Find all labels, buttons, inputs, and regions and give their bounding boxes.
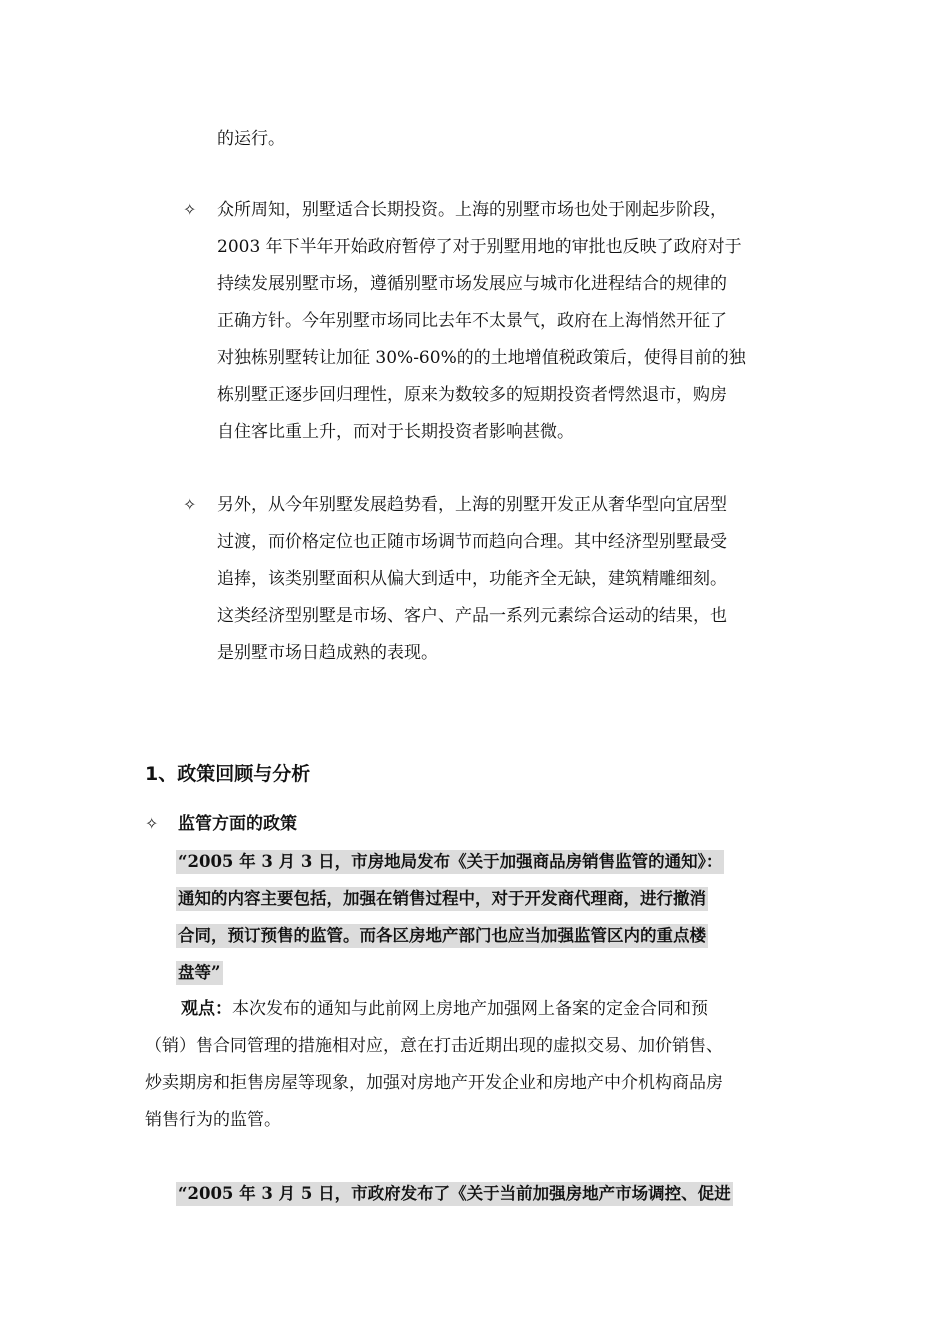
bullet-paragraph-line: 自住客比重上升，而对于长期投资者影响甚微。 — [217, 422, 574, 442]
viewpoint-line — [181, 998, 708, 1020]
bullet-paragraph-line: 对独栋别墅转让加征 30%-60%的的土地增值税政策后，使得目前的独 — [217, 348, 746, 368]
viewpoint-text: 本次发布的通知与此前网上房地产加强网上备案的定金合同和预 — [232, 999, 708, 1019]
bullet-paragraph-line: 过渡，而价格定位也正随市场调节而趋向合理。其中经济型别墅最受 — [217, 532, 727, 552]
highlighted-quote-line: 盘等” — [176, 961, 223, 985]
bullet-paragraph-line: 正确方针。今年别墅市场同比去年不太景气，政府在上海悄然开征了 — [217, 311, 727, 331]
paragraph-line: 的运行。 — [217, 129, 285, 149]
viewpoint-label: 观点： — [181, 999, 232, 1019]
highlighted-quote-line: “2005 年 3 月 3 日，市房地局发布《关于加强商品房销售监管的通知》： — [176, 850, 724, 874]
bullet-paragraph-line: 持续发展别墅市场，遵循别墅市场发展应与城市化进程结合的规律的 — [217, 274, 727, 294]
highlighted-quote-line: 通知的内容主要包括，加强在销售过程中，对于开发商代理商，进行撤消 — [176, 887, 708, 911]
bullet-paragraph-line: 追捧，该类别墅面积从偏大到适中，功能齐全无缺，建筑精雕细刻。 — [217, 569, 727, 589]
diamond-bullet-icon: ✧ — [183, 495, 197, 514]
viewpoint-line: （销）售合同管理的措施相对应，意在打击近期出现的虚拟交易、加价销售、 — [145, 1036, 723, 1056]
highlighted-quote-line: “2005 年 3 月 5 日，市政府发布了《关于当前加强房地产市场调控、促进 — [176, 1182, 733, 1206]
bullet-paragraph-line: 是别墅市场日趋成熟的表现。 — [217, 643, 438, 663]
bullet-paragraph-line: 栋别墅正逐步回归理性，原来为数较多的短期投资者愕然退市，购房 — [217, 385, 727, 405]
bullet-paragraph-line: 众所周知，别墅适合长期投资。上海的别墅市场也处于刚起步阶段， — [217, 200, 727, 220]
diamond-bullet-icon: ✧ — [145, 814, 159, 833]
subsection-heading: 监管方面的政策 — [178, 814, 297, 834]
bullet-paragraph-line: 另外，从今年别墅发展趋势看，上海的别墅开发正从奢华型向宜居型 — [217, 495, 727, 515]
diamond-bullet-icon: ✧ — [183, 200, 197, 219]
section-heading: 1、政策回顾与分析 — [145, 763, 311, 785]
viewpoint-line: 销售行为的监管。 — [145, 1110, 281, 1130]
highlighted-quote-line: 合同，预订预售的监管。而各区房地产部门也应当加强监管区内的重点楼 — [176, 924, 708, 948]
viewpoint-line: 炒卖期房和拒售房屋等现象，加强对房地产开发企业和房地产中介机构商品房 — [145, 1073, 723, 1093]
bullet-paragraph-line: 2003 年下半年开始政府暂停了对于别墅用地的审批也反映了政府对于 — [217, 237, 742, 257]
bullet-paragraph-line: 这类经济型别墅是市场、客户、产品一系列元素综合运动的结果，也 — [217, 606, 727, 626]
